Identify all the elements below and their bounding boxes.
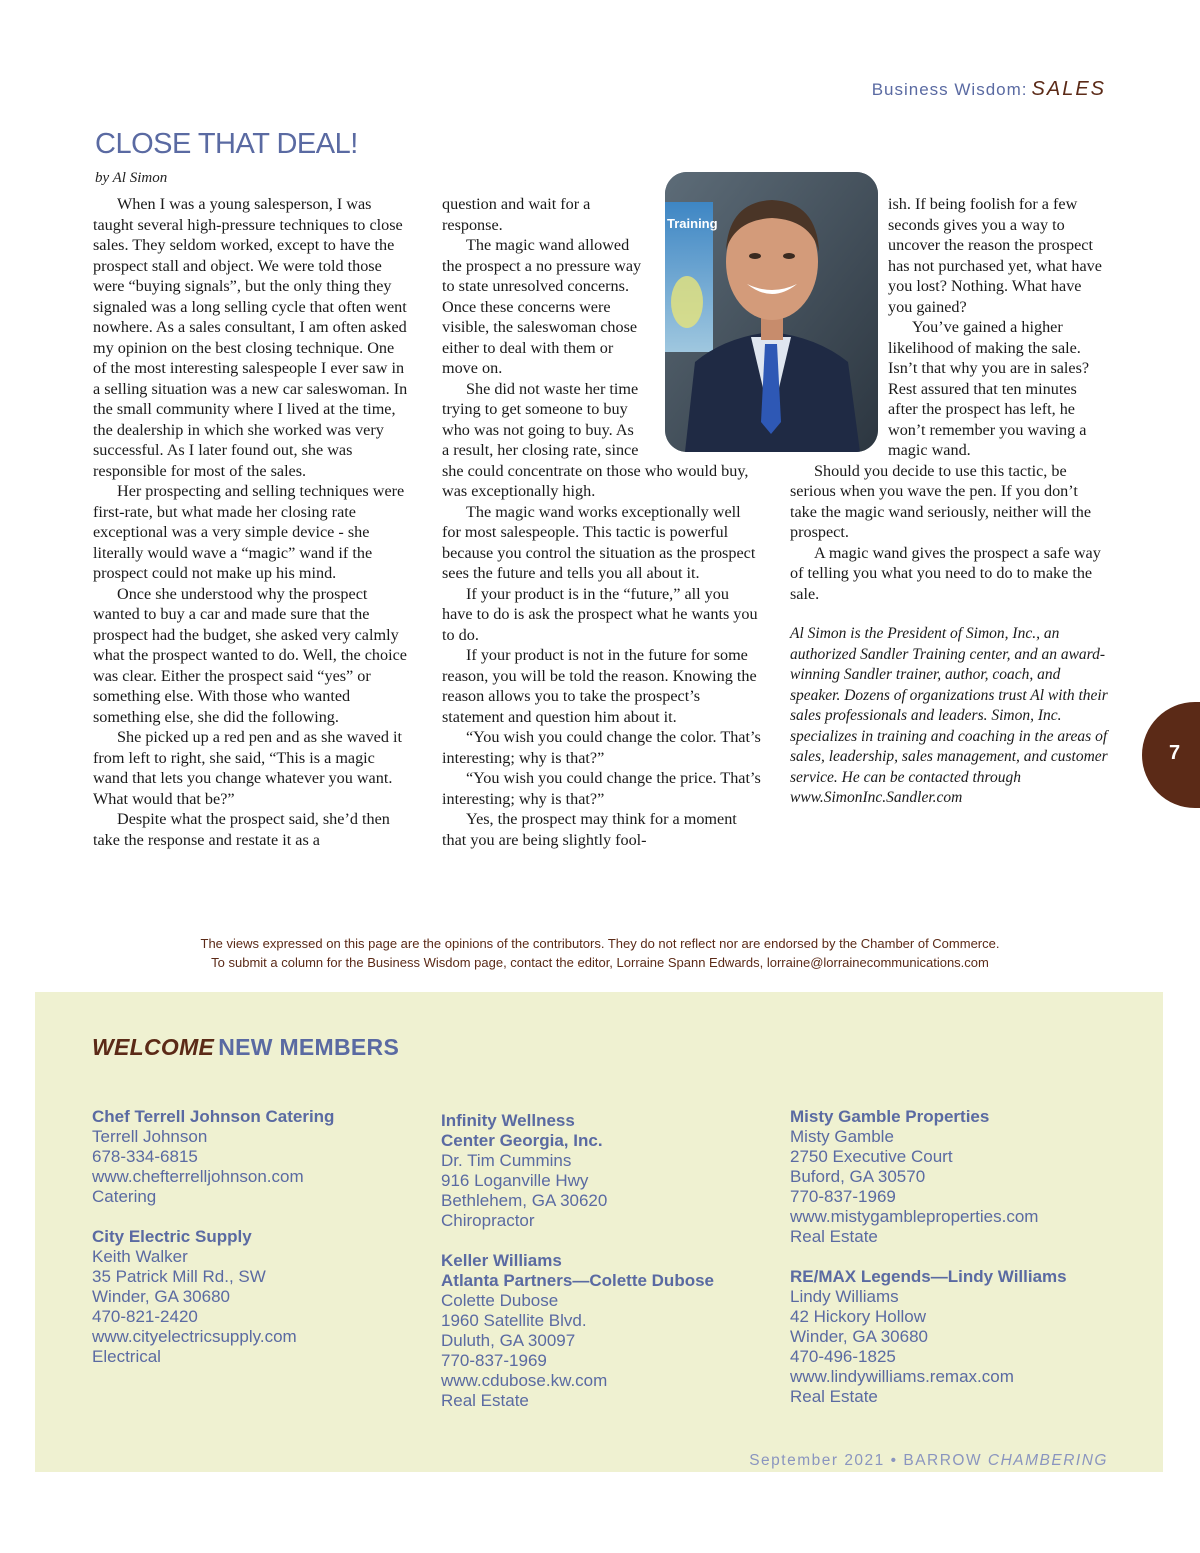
member-name: Misty Gamble Properties [790,1107,990,1126]
welcome-word: WELCOME [92,1034,215,1060]
paragraph: A magic wand gives the prospect a safe way of telling you what you need to do to make the sale. [790,543,1101,603]
member-address: 916 Loganville Hwy [441,1171,589,1190]
paragraph: Despite what the prospect said, she’d then take the response and restate it as a [93,810,390,849]
member-category: Real Estate [441,1391,529,1410]
article-column-1 [93,194,411,850]
member-contact: Keith Walker [92,1247,188,1266]
member-category: Real Estate [790,1227,878,1246]
paragraph: Her prospecting and selling techniques were first-rate, but what made her closing rate exceptional was a very simple device - she literally would wave a “magic” wand if the prospect could not make up his mind. [93,482,405,582]
new-members-panel [35,992,1163,1472]
member-name-line-2: Atlanta Partners—Colette Dubose [441,1271,714,1290]
member-address: 42 Hickory Hollow [790,1307,927,1326]
paragraph: She did not waste her time trying to get someone to buy who was not going to buy. As a result, her closing rate, since she could concentrate on those who would buy, was exceptionally high. [442,379,749,500]
members-column-1 [92,1107,422,1387]
paragraph: She picked up a red pen and as she waved it from left to right, she said, “This is a magic wand that lets you change whatever you want. What would that be?” [93,728,402,808]
paragraph: Once she understood why the prospect wanted to buy a car and made sure that the prospect had the budget, she asked very calmly what the prospect wanted to do. Well, the choice was clear. Either the prospect said “yes” or something else. With those who wanted something else, she did the following. [93,584,407,726]
byline: by Al Simon [95,170,168,186]
member-contact: Misty Gamble [790,1127,894,1146]
member-website: www.cdubose.kw.com [441,1371,608,1390]
section-topic: SALES [1031,78,1106,100]
member-name: Chef Terrell Johnson Catering [92,1107,335,1126]
member-category: Catering [92,1187,157,1206]
paragraph: “You wish you could change the color. That’s interesting; why is that?” [442,728,761,767]
paragraph: The magic wand allowed the prospect a no pressure way to state unresolved concerns. Once these concerns were visible, the saleswoman chose either to deal with them or move on. [442,236,642,377]
disclaimer-line-2: To submit a column for the Business Wisdom page, contact the editor, Lorraine Spann Edwards, lorraine@lorrainecommunications.com [211,955,989,970]
paragraph: The magic wand works exceptionally well for most salespeople. This tactic is powerful because you control the situation as the prospect sees the future and tells you all about it. [442,502,756,582]
member-name: Keller Williams [441,1251,562,1270]
paragraph: Yes, the prospect may think for a moment that you are being slightly fool- [442,810,737,849]
member-phone: 678-334-6815 [92,1147,198,1166]
new-members-word: NEW MEMBERS [218,1034,400,1060]
disclaimer-line-1: The views expressed on this page are the opinions of the contributors. They do not reflect nor are endorsed by the Chamber of Commerce. [200,936,1000,951]
member-name: Infinity Wellness [441,1111,575,1130]
member-category: Real Estate [790,1387,878,1406]
member-website: www.lindywilliams.remax.com [790,1367,1014,1386]
paragraph: If your product is in the “future,” all you have to do is ask the prospect what he wants you to do. [442,584,758,644]
member-name: RE/MAX Legends—Lindy Williams [790,1267,1067,1286]
member-phone: 770-837-1969 [441,1351,547,1370]
member-name: City Electric Supply [92,1227,252,1246]
member-city: Winder, GA 30680 [92,1287,230,1306]
paragraph: ish. If being foolish for a few seconds gives you a way to uncover the reason the prospect has not purchased yet, what have you lost? Nothing. What have you gained? [888,195,1102,316]
member-city: Winder, GA 30680 [790,1327,928,1346]
member-address: 2750 Executive Court [790,1147,953,1166]
member-contact: Dr. Tim Cummins [441,1151,572,1170]
page-number: 7 [1169,742,1181,764]
author-photo [665,172,878,452]
article-title: CLOSE THAT DEAL! [95,128,358,160]
new-members-heading [92,1034,399,1061]
member-entry [790,1267,1130,1407]
paragraph: When I was a young salesperson, I was taught several high-pressure techniques to close sales. They seldom worked, except to have the prospect stall and object. We were told those were “buying signals”, but the only thing they signaled was a long selling cycle that often went nowhere. As a sales consultant, I am often asked my opinion on the best closing technique. One of the most interesting salespeople I ever saw in a selling situation was a new car saleswoman. In the small community where I lived at the time, the dealership in which she worked was very successful. As I later found out, she was responsible for most of the sales. [93,195,408,480]
author-bio: Al Simon is the President of Simon, Inc., an authorized Sandler Training center, and an award-winning Sandler trainer, author, coach, and speaker. Dozens of organizations trust Al with their sales professionals and leaders. Simon, Inc. specializes in training and coaching in the areas of sales, leadership, sales management, and customer service. He can be contacted through www.SimonInc.Sandler.com [790,625,1108,806]
member-phone: 470-496-1825 [790,1347,896,1366]
member-website: www.mistygambleproperties.com [790,1207,1039,1226]
member-contact: Lindy Williams [790,1287,899,1306]
member-category: Electrical [92,1347,161,1366]
member-category: Chiropractor [441,1211,535,1230]
member-city: Buford, GA 30570 [790,1167,926,1186]
footer-separator: • [890,1452,898,1469]
member-entry [92,1107,422,1207]
member-name-line-2: Center Georgia, Inc. [441,1131,603,1150]
issue-date: September 2021 [749,1452,885,1469]
author-portrait-image [665,172,878,452]
running-footer [749,1452,1108,1470]
member-contact: Colette Dubose [441,1291,559,1310]
paragraph: “You wish you could change the price. That’s interesting; why is that?” [442,769,761,808]
member-phone: 770-837-1969 [790,1187,896,1206]
running-header [872,78,1106,101]
page-number-tab [1142,702,1200,808]
member-address: 1960 Satellite Blvd. [441,1311,587,1330]
member-website: www.chefterrelljohnson.com [92,1167,304,1186]
paragraph: If your product is not in the future for some reason, you will be told the reason. Knowing the reason allows you to take the prospect’s statement and question him about it. [442,646,757,726]
member-entry [790,1107,1130,1247]
member-entry [92,1227,422,1367]
members-column-2 [441,1111,781,1431]
paragraph: Should you decide to use this tactic, be serious when you wave the pen. If you don’t take the magic wand seriously, neither will the prospect. [790,461,1092,541]
disclaimer [0,934,1200,972]
member-phone: 470-821-2420 [92,1307,198,1326]
member-entry [441,1251,781,1411]
member-address: 35 Patrick Mill Rd., SW [92,1267,266,1286]
member-city: Duluth, GA 30097 [441,1331,576,1350]
publication-name-b: CHAMBERING [987,1452,1108,1469]
member-entry [441,1111,781,1231]
section-label: Business Wisdom: [871,80,1028,99]
sign-text: Training [667,216,718,231]
members-column-3 [790,1107,1130,1427]
paragraph: question and wait for a response. [442,195,591,234]
paragraph: You’ve gained a higher likelihood of making the sale. Isn’t that why you are in sales? Rest assured that ten minutes after the prospect has left, he won’t remember you waving a magic wand. [888,318,1090,459]
publication-name-a: BARROW [903,1452,983,1469]
member-website: www.cityelectricsupply.com [92,1327,297,1346]
member-contact: Terrell Johnson [92,1127,208,1146]
member-city: Bethlehem, GA 30620 [441,1191,608,1210]
